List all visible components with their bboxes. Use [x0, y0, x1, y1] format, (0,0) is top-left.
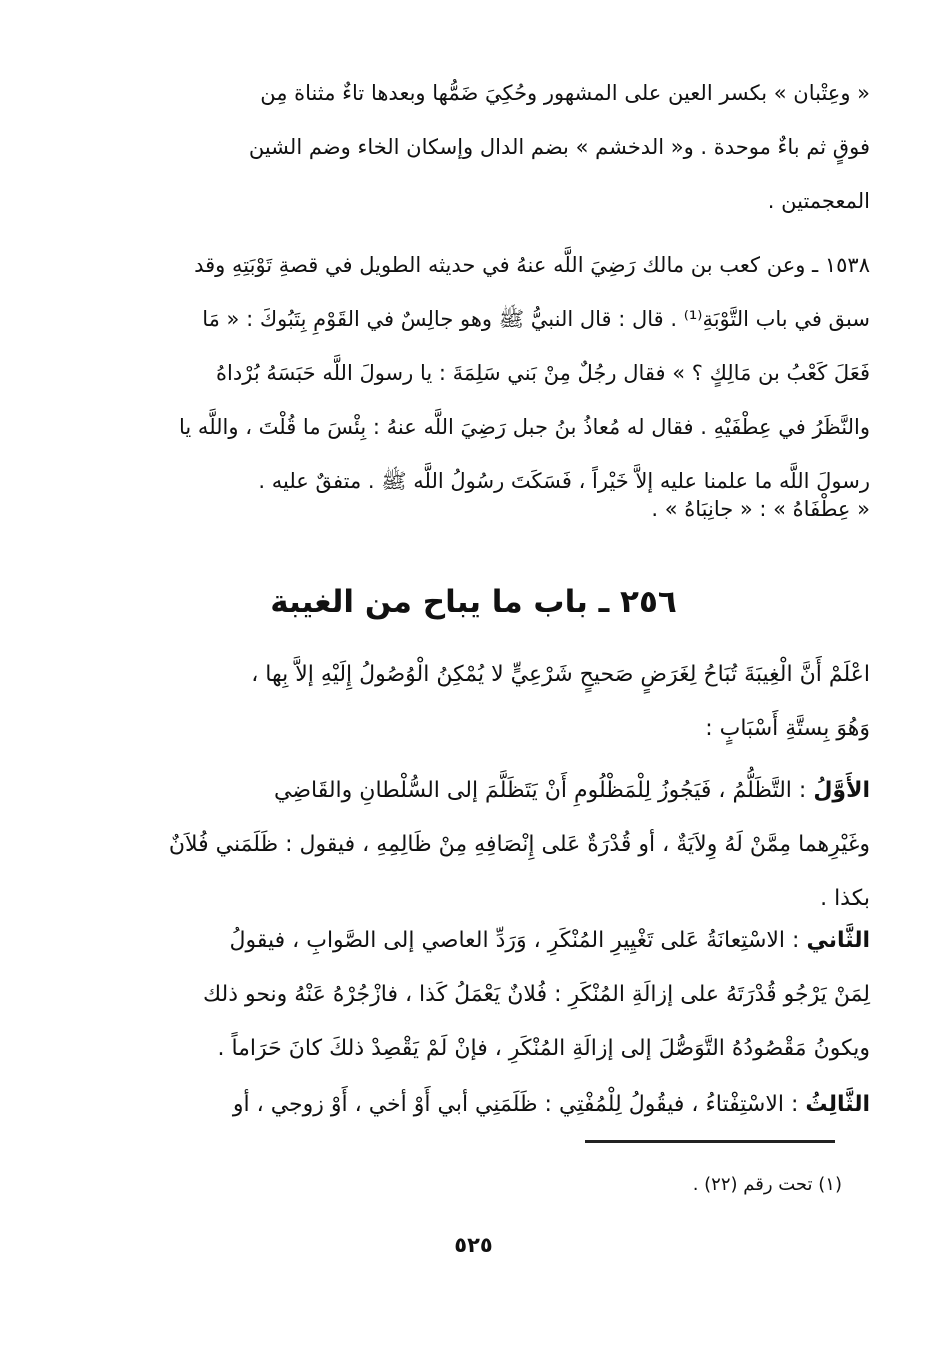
chapter-intro-paragraph: [110, 648, 870, 756]
text-line: وغَيْرِهما مِمَّنْ لَهُ وِلاَيَةٌ ، أو قُدْرَةٌ عَلى إِنْصَافِهِ مِنْ ظَالِمِهِ ، فيقول : ظَلَمَني فُلاَنٌ: [168, 832, 870, 857]
reason-text: : الاسْتِفْتاءُ ، فيقُولُ لِلْمُفْتِي : ظَلَمَنِي أبي أَوْ أخي ، أَوْ زوجي ، أو: [232, 1092, 806, 1117]
text-line: [95, 764, 870, 818]
text-line: وَهُوَ بِستَّةِ أَسْبَابٍ :: [705, 716, 870, 741]
reason-text: : الاسْتِعانَةُ عَلى تَغْيِيرِ المُنْكَرِ ، وَرَدِّ العاصي إلى الصَّوابِ ، فيقولُ: [229, 928, 807, 953]
text-line: ١٥٣٨ ـ وعن كعب بن مالك رَضِيَ اللَّه عنهُ في حديثه الطويل في قصةِ تَوْبَتِهِ وقد: [194, 253, 870, 277]
reason-third-paragraph: [95, 1078, 870, 1132]
footnote-divider: [585, 1140, 835, 1143]
text-line: فوقٍ ثم باءٌ موحدة . و« الدخشم » بضم الدال وإسكان الخاء وضم الشين: [248, 135, 870, 159]
reason-first-paragraph: [95, 764, 870, 926]
text-line: المعجمتين .: [767, 189, 870, 213]
text-line: [95, 914, 870, 968]
footnote: (١) تحت رقم (٢٢) .: [692, 1174, 842, 1195]
text-line: لِمَنْ يَرْجُو قُدْرَتَهُ على إزالَةِ المُنْكَرِ : فُلانٌ يَعْمَلُ كَذا ، فازْجُرْهُ عَنْهُ ونحو ذلك: [202, 982, 870, 1007]
word-gloss: [122, 482, 870, 536]
text-line: والنَّظَرُ في عِطْفَيْهِ . فقال له مُعاذُ بنُ جبل رَضِيَ اللَّه عنهُ : بِئْسَ ما قُلْتَ ، واللَّه يا: [179, 415, 870, 439]
text-line: بكذا .: [820, 886, 870, 911]
reason-label: الثَّاني: [806, 928, 870, 953]
hadith-1538-paragraph: [122, 238, 870, 508]
text-line: سبق في باب التَّوْبَةِ⁽¹⁾ . قال : قال النبيُّ ﷺ وهو جالِسٌ في القَوْمِ بِتَبُوكَ : « مَا: [202, 307, 870, 331]
text-line: ويكونُ مَقْصُودُهُ التَّوَصُّلَ إلى إزالَةِ المُنْكَرِ ، فإنْ لَمْ يَقْصِدْ ذلكَ كانَ حَرَاماً .: [217, 1036, 870, 1061]
page-number: ٥٢٥: [454, 1233, 493, 1257]
reason-label: الثَّالِثُ: [805, 1092, 870, 1117]
text-line: اعْلَمْ أَنَّ الْغِيبَةَ تُبَاحُ لِغَرَضٍ صَحيحٍ شَرْعِيٍّ لا يُمْكِنُ الْوُصُولُ إِلَيْهِ إلاَّ بِها ،: [251, 662, 870, 687]
chapter-heading: ٢٥٦ ـ باب ما يباح من الغيبة: [270, 584, 677, 620]
text-line: « وعِتْبان » بكسر العين على المشهور وحُكِيَ ضَمُّها وبعدها تاءٌ مثناة مِن: [260, 81, 870, 105]
text-line: [95, 1078, 870, 1132]
reason-second-paragraph: [95, 914, 870, 1076]
reason-label: الأَوَّلُ: [813, 778, 870, 803]
reason-text: : التَّظَلُّمُ ، فَيَجُوزُ لِلْمَظْلُومِ أَنْ يَتَظَلَّمَ إلى السُّلْطانِ والقَاضِي: [274, 778, 814, 803]
text-line: « عِطْفَاهُ » : « جانِبَاهُ » .: [651, 497, 870, 521]
text-line: فَعَلَ كَعْبُ بن مَالِكٍ ؟ » فقال رجُلٌ مِنْ بَني سَلِمَةَ : يا رسولَ اللَّه حَبَسَهُ بُرْداهُ: [216, 361, 870, 385]
note-paragraph-itban: [122, 66, 870, 228]
text-line: رسولَ اللَّه ما علمنا عليه إلاَّ خَيْراً ، فَسَكَتَ رسُولُ اللَّه ﷺ . متفقٌ عليه .: [258, 469, 870, 493]
